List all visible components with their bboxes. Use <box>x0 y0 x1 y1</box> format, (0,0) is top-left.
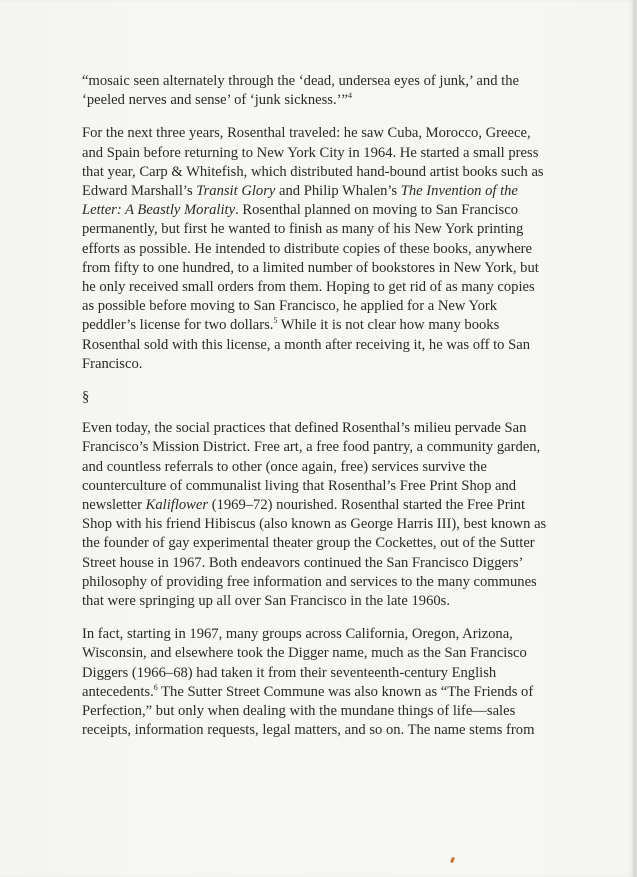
inline-text: (1969–72) nourished. Rosenthal started the Free Print <box>208 497 526 514</box>
footnote-marker: 4 <box>347 91 352 101</box>
text-line: “mosaic seen alternately through the ‘dead, undersea eyes of junk,’ and the <box>82 73 519 89</box>
inline-text: newsletter <box>82 497 146 514</box>
text-line: permanently, but first he wanted to finish as many of his New York printing <box>82 221 524 238</box>
book-title: Transit Glory <box>196 183 276 200</box>
text-line: he only received small orders from them. Hoping to get rid of as many copies <box>82 279 535 296</box>
text-line: Francisco’s Mission District. Free art, a free food pantry, a community garden, <box>82 439 541 456</box>
text-line: Street house in 1967. Both endeavors continued the San Francisco Diggers’ <box>82 554 524 571</box>
text-line <box>82 316 550 335</box>
text-line: that were springing up all over San Francisco in the late 1960s. <box>82 593 451 610</box>
text-line: Francisco. <box>82 355 143 372</box>
text-line: Diggers (1966–68) had taken it from their seventeenth-century English <box>82 664 497 681</box>
text-line: receipts, information requests, legal matters, and so on. The name stems from <box>82 722 535 739</box>
text-line: counterculture of communalist living that Rosenthal’s Free Print Shop and <box>82 477 517 494</box>
text-line: Shop with his friend Hibiscus (also known as George Harris III), best known as <box>82 516 547 533</box>
text-line: efforts as possible. He intended to distribute copies of these books, anywhere <box>82 240 533 257</box>
page-edge <box>633 0 637 877</box>
book-title: Letter: A Beastly Morality <box>82 202 236 219</box>
text-line: In fact, starting in 1967, many groups across California, Oregon, Arizona, <box>82 626 513 643</box>
text-line: and Spain before returning to New York City in 1964. He started a small press <box>82 144 539 161</box>
inline-text: While it is not clear how many books <box>277 317 500 334</box>
paragraph-mission-district <box>82 419 550 611</box>
newsletter-title: Kaliflower <box>145 497 209 514</box>
text-line: and countless referrals to other (once again, free) services survive the <box>82 458 487 475</box>
text-line <box>82 182 550 201</box>
inline-text: antecedents. <box>82 683 154 700</box>
paragraph-diggers <box>82 625 550 740</box>
inline-text: and Philip Whalen’s <box>275 183 401 200</box>
inline-text: peddler’s license for two dollars. <box>82 317 274 334</box>
text-line <box>82 496 550 515</box>
text-line: Wisconsin, and elsewhere took the Digger name, much as the San Francisco <box>82 645 527 662</box>
text-line: Perfection,” but only when dealing with the mundane things of life—sales <box>82 703 516 720</box>
text-line: from fifty to one hundred, to a limited number of bookstores in New York, but <box>82 259 539 276</box>
paragraph-travels <box>82 124 550 374</box>
document-body <box>82 72 550 741</box>
text-line: the founder of gay experimental theater group the Cockettes, out of the Sutter <box>82 535 535 552</box>
quote-text: ‘peeled nerves and sense’ of ‘junk sickness.’” <box>82 92 348 109</box>
footnote-marker: 5 <box>273 316 278 326</box>
text-line: that year, Carp & Whitefish, which distributed hand-bound artist books such as <box>82 163 544 180</box>
inline-text: . Rosenthal planned on moving to San Francisco <box>235 202 518 219</box>
text-line: philosophy of providing free information and services to the many communes <box>82 573 537 590</box>
text-line <box>82 91 550 110</box>
text-line: For the next three years, Rosenthal traveled: he saw Cuba, Morocco, Greece, <box>82 125 531 142</box>
text-line: Rosenthal sold with this license, a month after receiving it, he was off to San <box>82 336 530 353</box>
text-line: Even today, the social practices that defined Rosenthal’s milieu pervade San <box>82 420 527 437</box>
inline-text: The Sutter Street Commune was also known as “The Friends of <box>157 683 534 700</box>
text-line <box>82 201 550 220</box>
text-line <box>82 683 550 702</box>
book-title: The Invention of the <box>400 183 518 200</box>
footnote-marker: 6 <box>153 683 158 693</box>
section-break-mark: § <box>82 389 90 406</box>
text-line: as possible before moving to San Francisco, he applied for a New York <box>82 298 498 315</box>
inline-text: Edward Marshall’s <box>82 183 197 200</box>
intro-quote <box>82 72 550 110</box>
